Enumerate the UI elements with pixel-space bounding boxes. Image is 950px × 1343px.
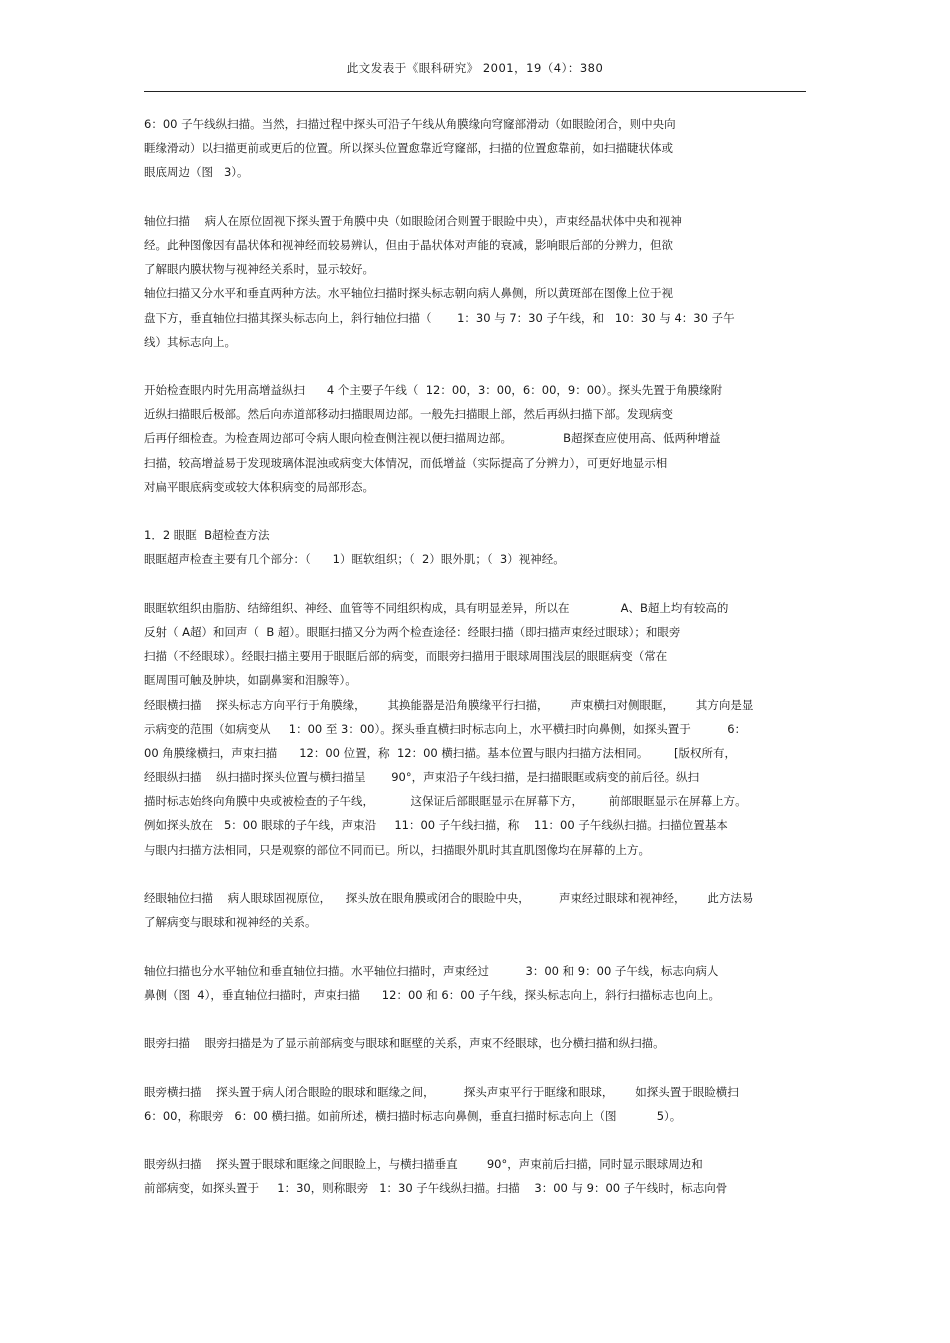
text-line: 6：00 子午线纵扫描。当然，扫描过程中探头可沿子午线从角膜缘向穹窿部滑动（如眼睑闭合，则中央向 (144, 117, 676, 131)
text-line: 经。此种图像因有晶状体和视神经而较易辨认，但由于晶状体对声能的衰减，影响眼后部的分辨力，但欲 (144, 237, 673, 252)
text-line: 扫描，较高增益易于发现玻璃体混浊或病变大体情况，而低增益（实际提高了分辨力），可更好地显示相 (144, 455, 668, 470)
text-line: 了解眼内膜状物与视神经关系时，显示较好。 (144, 262, 374, 277)
text-line: 眼旁纵扫描 探头置于眼球和眶缘之间眼睑上，与横扫描垂直 90°，声束前后扫描，同时显示眼球周边和 (144, 1157, 703, 1172)
paragraph (144, 523, 814, 571)
page-header-citation: 此文发表于《眼科研究》 2001，19（4）：380 (346, 61, 604, 75)
text-line: 轴位扫描也分水平轴位和垂直轴位扫描。水平轴位扫描时，声束经过 3：00 和 9：00 子午线，标志向病人 (144, 963, 719, 978)
paragraph (144, 1080, 814, 1128)
text-line: 眼眶超声检查主要有几个部分：（ 1）眶软组织；（ 2）眼外肌；（ 3）视神经。 (144, 552, 565, 567)
paragraph-spacer (144, 499, 814, 523)
paragraph-spacer (144, 185, 814, 209)
text-line: 线）其标志向上。 (144, 334, 236, 349)
paragraph (144, 886, 814, 934)
text-line: 描时标志始终向角膜中央或被检查的子午线， 这保证后部眼眶显示在屏幕下方， 前部眼眶显示在屏幕上方。 (144, 794, 747, 809)
text-line: 扫描（不经眼球）。经眼扫描主要用于眼眶后部的病变，而眼旁扫描用于眼球周围浅层的眼眶病变（常在 (144, 649, 668, 664)
text-line: 眼旁扫描 眼旁扫描是为了显示前部病变与眼球和眶壁的关系，声束不经眼球，也分横扫描和纵扫描。 (144, 1036, 665, 1051)
paragraph-spacer (144, 862, 814, 886)
text-line: 对扁平眼底病变或较大体积病变的局部形态。 (144, 479, 374, 494)
text-line: 近纵扫描眼后极部。然后向赤道部移动扫描眼周边部。一般先扫描眼上部，然后再纵扫描下部。发现病变 (144, 407, 673, 422)
text-line: 经眼纵扫描 纵扫描时探头位置与横扫描呈 90°，声束沿子午线扫描，是扫描眼眶或病变的前后径。纵扫 (144, 770, 700, 785)
paragraph (144, 1152, 814, 1200)
text-line: 经眼横扫描 探头标志方向平行于角膜缘， 其换能器是沿角膜缘平行扫描， 声束横扫对侧眼眶， 其方向是显 (144, 697, 754, 712)
paragraph (144, 209, 814, 354)
text-line: 示病变的范围（如病变从 1：00 至 3：00）。探头垂直横扫时标志向上，水平横扫时向鼻侧，如探头置于 6： (144, 721, 747, 736)
text-line: 了解病变与眼球和视神经的关系。 (144, 915, 317, 930)
header-divider (144, 91, 806, 92)
text-line: 轴位扫描 病人在原位固视下探头置于角膜中央（如眼睑闭合则置于眼睑中央），声束经晶状体中央和视神 (144, 213, 682, 228)
text-line: 眼旁横扫描 探头置于病人闭合眼睑的眼球和眶缘之间， 探头声束平行于眶缘和眼球， 如探头置于眼睑横扫 (144, 1084, 739, 1099)
paragraph-spacer (144, 1007, 814, 1031)
text-line: 1．2 眼眶 B超检查方法 (144, 528, 270, 543)
text-line: 与眼内扫描方法相同，只是观察的部位不同而已。所以，扫描眼外肌时其直肌图像均在屏幕的上方。 (144, 842, 650, 857)
paragraph (144, 378, 814, 499)
text-line: 00 角膜缘横扫，声束扫描 12：00 位置，称 12：00 横扫描。基本位置与眼内扫描方法相同。 [版权所有， (144, 745, 736, 760)
text-line: 眼眶软组织由脂肪、结缔组织、神经、血管等不同组织构成，具有明显差异，所以在 A、B超上均有较高的 (144, 600, 729, 615)
paragraph (144, 959, 814, 1007)
text-line: 眶周围可触及肿块，如副鼻窦和泪腺等）。 (144, 673, 357, 688)
paragraph-spacer (144, 572, 814, 596)
text-line: 轴位扫描又分水平和垂直两种方法。水平轴位扫描时探头标志朝向病人鼻侧，所以黄斑部在图像上位于视 (144, 286, 673, 301)
text-line: 眼底周边（图 3）。 (144, 165, 249, 180)
text-line: 睚缘滑动）以扫描更前或更后的位置。所以探头位置愈靠近穹窿部，扫描的位置愈靠前，如扫描睫状体或 (144, 141, 673, 156)
text-line: 前部病变，如探头置于 1：30，则称眼旁 1：30 子午线纵扫描。扫描 3：00 与 9：00 子午线时，标志向骨 (144, 1181, 728, 1196)
paragraph-spacer (144, 1128, 814, 1152)
paragraph (144, 1031, 814, 1055)
text-line: 鼻侧（图 4），垂直轴位扫描时，声束扫描 12：00 和 6：00 子午线，探头标志向上，斜行扫描标志也向上。 (144, 987, 720, 1002)
paragraph (144, 596, 814, 862)
text-line: 经眼轴位扫描 病人眼球固视原位， 探头放在眼角膜或闭合的眼睑中央， 声束经过眼球和视神经， 此方法易 (144, 891, 754, 905)
paragraph-spacer (144, 354, 814, 378)
paragraph (144, 112, 814, 185)
paragraph-spacer (144, 1055, 814, 1079)
text-line: 后再仔细检查。为检查周边部可令病人眼向检查侧注视以便扫描周边部。 B超探查应使用高、低两种增益 (144, 431, 721, 446)
article-body (144, 112, 814, 1200)
text-line: 反射（ A超）和回声（ B 超）。眼眶扫描又分为两个检查途径：经眼扫描（即扫描声束经过眼球）；和眼旁 (144, 624, 681, 639)
text-line: 6：00，称眼旁 6：00 横扫描。如前所述，横扫描时标志向鼻侧，垂直扫描时标志向上（图 5）。 (144, 1108, 682, 1123)
text-line: 开始检查眼内时先用高增益纵扫 4 个主要子午线（ 12：00，3：00，6：00，9：00）。探头先置于角膜缘附 (144, 383, 723, 398)
paragraph-spacer (144, 934, 814, 958)
text-line: 盘下方，垂直轴位扫描其探头标志向上，斜行轴位扫描（ 1：30 与 7：30 子午线，和 10：30 与 4：30 子午 (144, 310, 735, 325)
text-line: 例如探头放在 5：00 眼球的子午线，声束沿 11：00 子午线扫描，称 11：00 子午线纵扫描。扫描位置基本 (144, 818, 728, 833)
